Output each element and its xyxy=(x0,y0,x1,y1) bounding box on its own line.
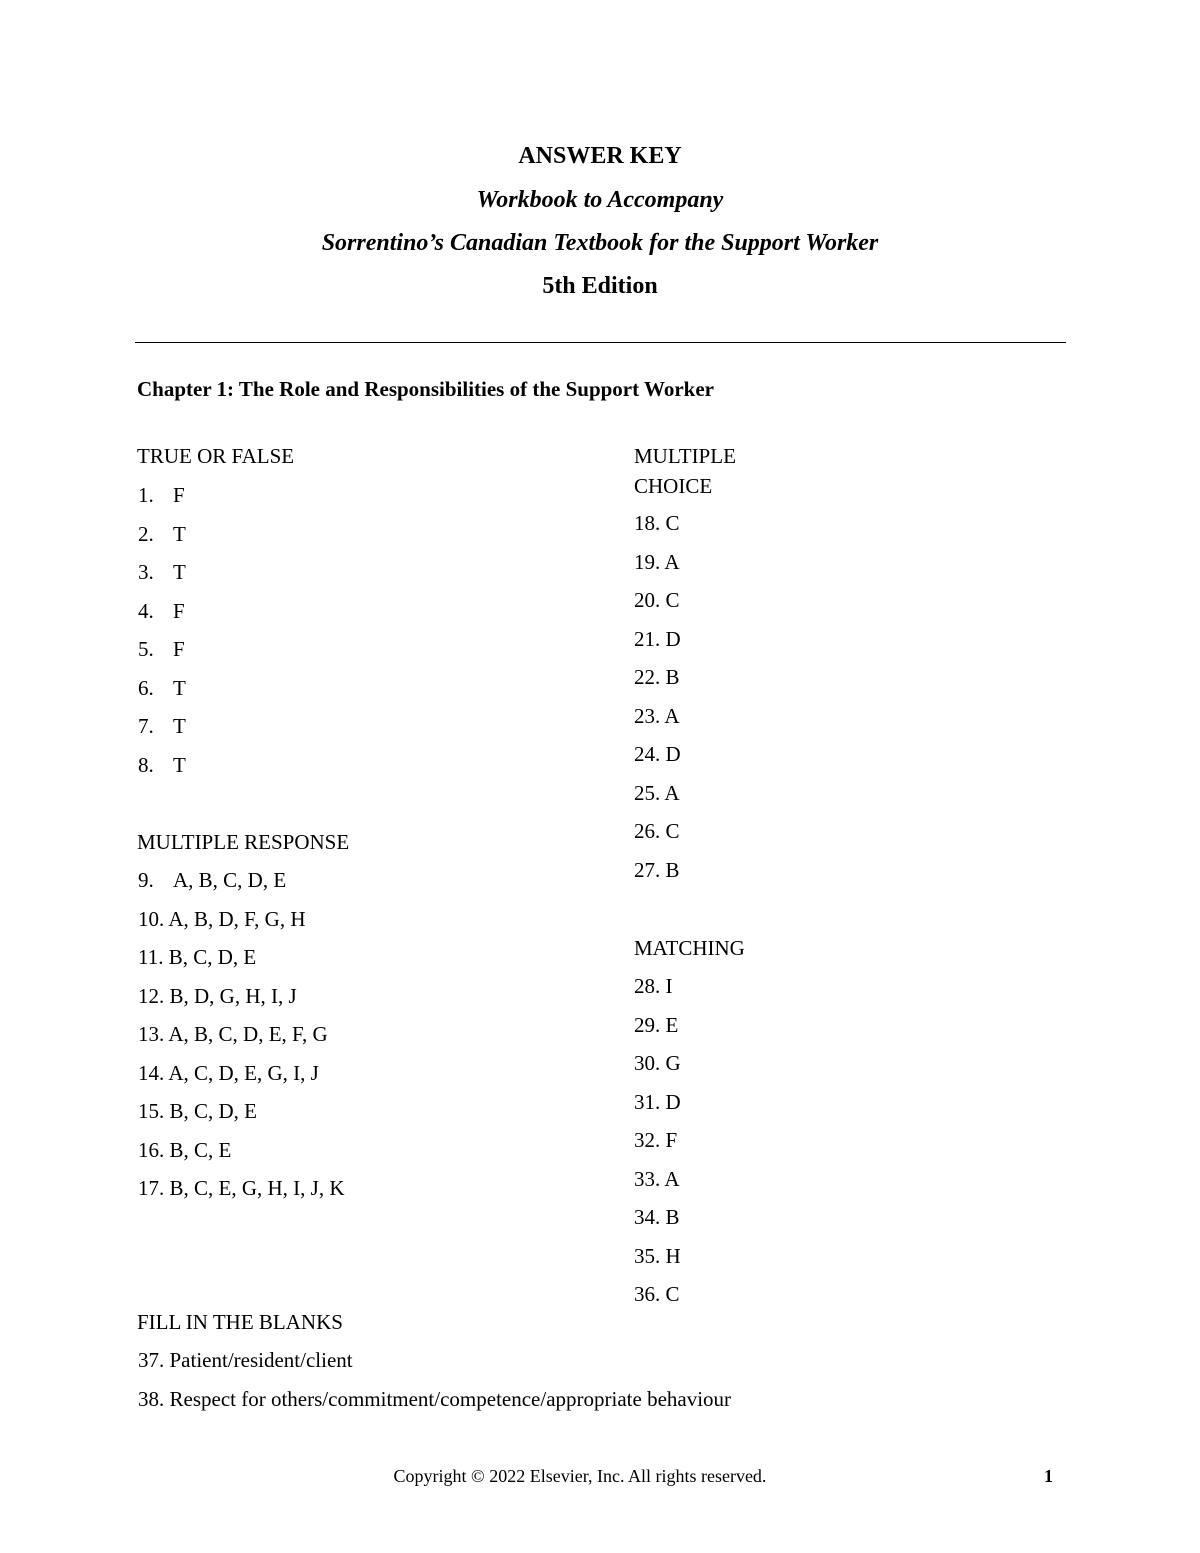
multiple-choice-heading-line1: MULTIPLE xyxy=(634,444,736,468)
answer-number: 6. xyxy=(138,675,154,700)
answer-value: F xyxy=(173,483,185,507)
multiple-choice-heading-line2: CHOICE xyxy=(634,474,713,498)
answer-value: H xyxy=(665,1243,681,1268)
answer-item xyxy=(634,1202,681,1241)
answer-value: B xyxy=(665,1205,680,1229)
answer-value: F xyxy=(173,637,185,661)
answer-item xyxy=(138,1096,345,1135)
answer-value: A, B, D, F, G, H xyxy=(168,906,306,931)
matching-heading: MATCHING xyxy=(634,936,745,960)
answer-item xyxy=(634,1125,681,1164)
answer-item xyxy=(634,855,681,894)
answer-number: 33. xyxy=(634,1166,661,1191)
answer-number: 24. xyxy=(634,742,661,766)
true-false-heading: TRUE OR FALSE xyxy=(137,444,295,468)
answer-item xyxy=(138,942,345,981)
true-false-list xyxy=(138,480,186,788)
answer-value: A, C, D, E, G, I, J xyxy=(168,1060,319,1085)
answer-item xyxy=(634,816,681,855)
multiple-choice-list xyxy=(634,508,681,893)
answer-number: 15. xyxy=(138,1099,165,1123)
answer-number: 36. xyxy=(634,1282,661,1306)
answer-number: 3. xyxy=(138,560,154,584)
answer-item xyxy=(634,1010,681,1049)
answer-number: 38. xyxy=(138,1386,165,1411)
answer-value: A, B, C, D, E xyxy=(173,868,287,892)
answer-number: 19. xyxy=(634,549,661,574)
answer-number: 23. xyxy=(634,703,661,728)
answer-value: B, C, D, E xyxy=(168,945,257,969)
answer-number: 14. xyxy=(138,1060,165,1085)
answer-value: A, B, C, D, E, F, G xyxy=(168,1022,328,1046)
answer-number: 5. xyxy=(138,637,154,661)
answer-number: 37. xyxy=(138,1348,165,1372)
answer-item xyxy=(138,1345,731,1384)
answer-item xyxy=(138,596,186,635)
answer-number: 9. xyxy=(138,868,154,892)
answer-item xyxy=(138,1384,731,1423)
answer-item xyxy=(138,865,345,904)
answer-number: 4. xyxy=(138,598,154,623)
answer-value: C xyxy=(665,588,680,612)
answer-number: 30. xyxy=(634,1051,661,1075)
answer-item xyxy=(634,971,681,1010)
answer-value: I xyxy=(665,974,673,998)
answer-number: 34. xyxy=(634,1205,661,1229)
answer-item xyxy=(634,508,681,547)
answer-item xyxy=(138,673,186,712)
answer-value: D xyxy=(665,742,681,766)
answer-value: T xyxy=(173,521,186,546)
answer-item xyxy=(138,480,186,519)
answer-number: 28. xyxy=(634,974,661,998)
answer-number: 29. xyxy=(634,1012,661,1037)
edition-label: 5th Edition xyxy=(542,273,658,299)
answer-number: 22. xyxy=(634,665,661,689)
answer-value: T xyxy=(173,714,186,738)
answer-value: D xyxy=(665,626,681,651)
answer-item xyxy=(634,547,681,586)
answer-value: C xyxy=(665,819,680,843)
answer-value: B, C, E, G, H, I, J, K xyxy=(169,1176,345,1200)
answer-number: 26. xyxy=(634,819,661,843)
answer-value: B, C, E xyxy=(169,1137,232,1162)
answer-value: B, D, G, H, I, J xyxy=(169,983,297,1008)
answer-item xyxy=(634,1241,681,1280)
answer-item xyxy=(138,1019,345,1058)
answer-item xyxy=(634,1279,681,1318)
chapter-title: Chapter 1: The Role and Responsibilities of the Support Worker xyxy=(137,377,714,401)
answer-item xyxy=(138,1173,345,1212)
answer-number: 21. xyxy=(634,626,661,651)
answer-number: 7. xyxy=(138,714,154,738)
answer-value: G xyxy=(665,1051,681,1075)
answer-number: 11. xyxy=(138,945,164,969)
answer-value: T xyxy=(173,675,186,700)
answer-number: 18. xyxy=(634,511,661,535)
answer-number: 10. xyxy=(138,906,165,931)
answer-item xyxy=(634,585,681,624)
answer-value: E xyxy=(665,1012,679,1037)
answer-item xyxy=(138,1058,345,1097)
answer-value: T xyxy=(173,560,186,584)
answer-item xyxy=(138,981,345,1020)
horizontal-divider xyxy=(135,342,1066,343)
answer-item xyxy=(634,1164,681,1203)
answer-item xyxy=(138,1135,345,1174)
answer-value: T xyxy=(173,752,186,777)
answer-number: 1. xyxy=(138,483,154,507)
answer-number: 2. xyxy=(138,521,154,546)
answer-item xyxy=(138,750,186,789)
answer-item xyxy=(634,778,681,817)
answer-number: 27. xyxy=(634,857,661,882)
answer-value: F xyxy=(665,1128,678,1152)
answer-item xyxy=(634,624,681,663)
answer-item xyxy=(634,701,681,740)
answer-value: B xyxy=(665,857,680,882)
answer-item xyxy=(634,1087,681,1126)
answer-value: D xyxy=(665,1089,681,1114)
answer-value: A xyxy=(664,703,680,728)
answer-value: A xyxy=(664,780,680,805)
answer-value: F xyxy=(173,598,185,623)
fill-blanks-list xyxy=(138,1345,731,1422)
answer-number: 16. xyxy=(138,1137,165,1162)
multiple-response-heading: MULTIPLE RESPONSE xyxy=(137,830,350,854)
answer-value: Respect for others/commitment/competence/appropriate behaviour xyxy=(169,1386,732,1411)
answer-value: A xyxy=(664,549,680,574)
answer-number: 8. xyxy=(138,752,154,777)
copyright-footer: Copyright © 2022 Elsevier, Inc. All rights reserved. xyxy=(393,1466,767,1486)
answer-number: 32. xyxy=(634,1128,661,1152)
workbook-subtitle: Workbook to Accompany xyxy=(476,187,724,213)
page-number: 1 xyxy=(1044,1466,1053,1486)
answer-value: C xyxy=(665,1282,680,1306)
answer-number: 17. xyxy=(138,1176,165,1200)
answer-item xyxy=(138,634,186,673)
answer-value: A xyxy=(664,1166,680,1191)
answer-number: 12. xyxy=(138,983,165,1008)
fill-blanks-heading: FILL IN THE BLANKS xyxy=(137,1310,343,1334)
answer-value: C xyxy=(665,511,680,535)
answer-item xyxy=(138,519,186,558)
answer-item xyxy=(634,739,681,778)
answer-value: B, C, D, E xyxy=(169,1099,258,1123)
matching-list xyxy=(634,971,681,1318)
answer-item xyxy=(634,662,681,701)
answer-item xyxy=(138,904,345,943)
answer-number: 35. xyxy=(634,1243,661,1268)
answer-item xyxy=(634,1048,681,1087)
textbook-subtitle: Sorrentino’s Canadian Textbook for the Support Worker xyxy=(321,230,879,256)
answer-value: B xyxy=(665,665,680,689)
answer-number: 25. xyxy=(634,780,661,805)
answer-item xyxy=(138,557,186,596)
answer-key-title: ANSWER KEY xyxy=(518,143,682,169)
answer-item xyxy=(138,711,186,750)
multiple-response-list xyxy=(138,865,345,1212)
answer-number: 31. xyxy=(634,1089,661,1114)
answer-number: 13. xyxy=(138,1022,165,1046)
answer-number: 20. xyxy=(634,588,661,612)
answer-value: Patient/resident/client xyxy=(169,1348,353,1372)
